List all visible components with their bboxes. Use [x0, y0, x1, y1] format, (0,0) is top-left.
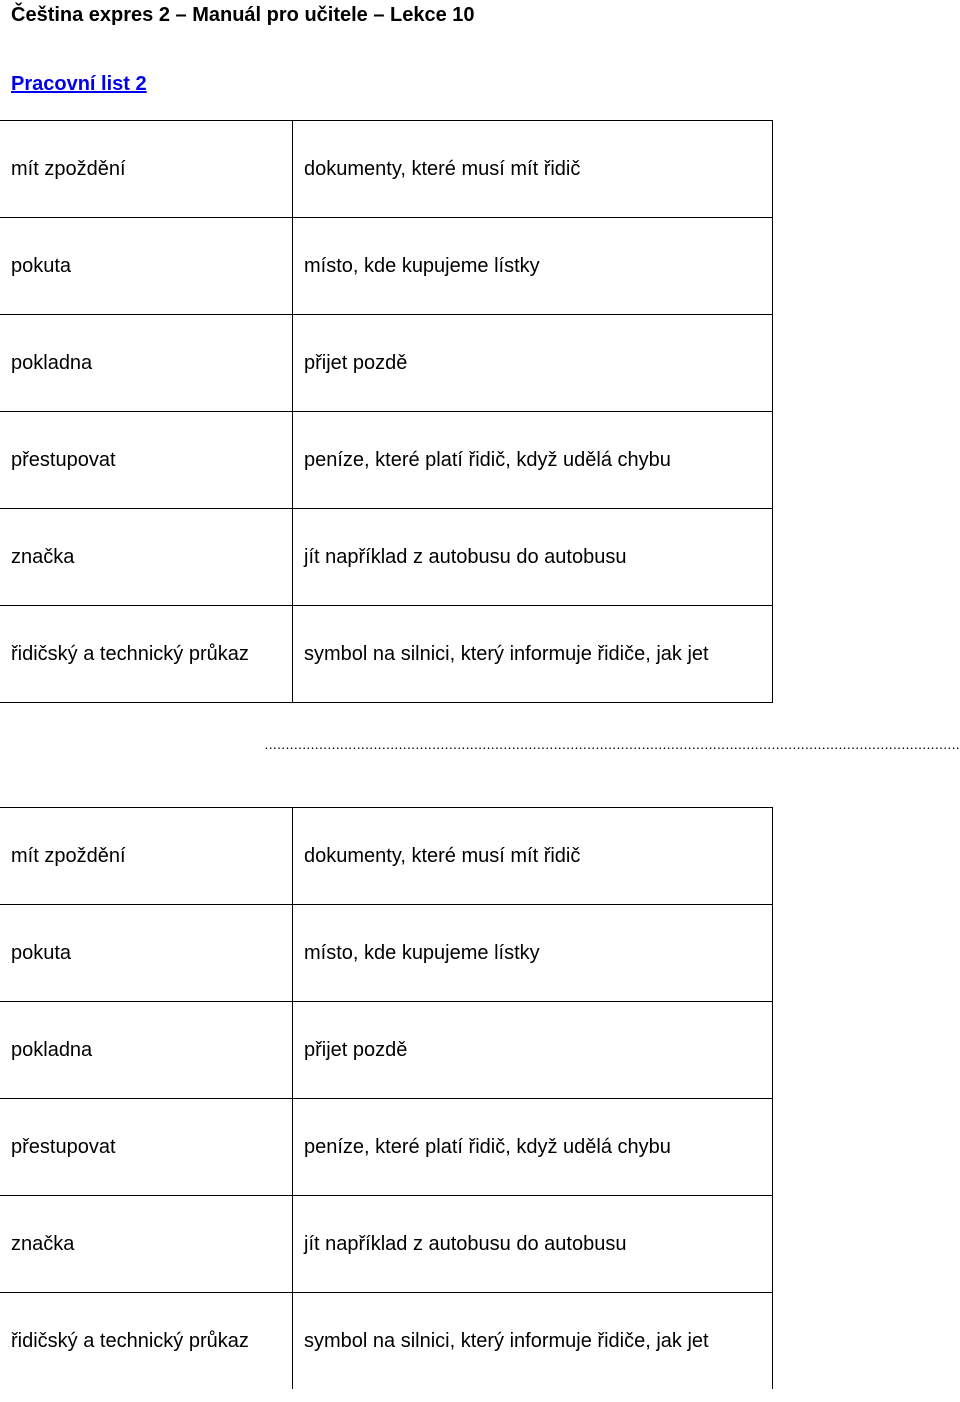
word-cell: značka	[0, 1196, 293, 1293]
worksheet-title-link[interactable]: Pracovní list 2	[11, 73, 147, 95]
definition-cell: přijet pozdě	[293, 315, 773, 412]
table-row	[0, 606, 773, 703]
word-cell: mít zpoždění	[0, 808, 293, 905]
definition-cell: místo, kde kupujeme lístky	[293, 905, 773, 1002]
word-cell: přestupovat	[0, 412, 293, 509]
table-row	[0, 1002, 773, 1099]
definition-cell: peníze, které platí řidič, když udělá chybu	[293, 1099, 773, 1196]
vocabulary-matching-table	[0, 807, 773, 1389]
document-header: Čeština expres 2 – Manuál pro učitele – Lekce 10	[11, 4, 475, 26]
word-cell: mít zpoždění	[0, 121, 293, 218]
vocabulary-matching-table	[0, 120, 773, 703]
table-row	[0, 905, 773, 1002]
table-row	[0, 1293, 773, 1390]
word-cell: přestupovat	[0, 1099, 293, 1196]
definition-cell: místo, kde kupujeme lístky	[293, 218, 773, 315]
word-cell: pokuta	[0, 905, 293, 1002]
word-cell: řidičský a technický průkaz	[0, 606, 293, 703]
word-cell: řidičský a technický průkaz	[0, 1293, 293, 1390]
definition-cell: dokumenty, které musí mít řidič	[293, 808, 773, 905]
table-row	[0, 412, 773, 509]
definition-cell: symbol na silnici, který informuje řidiče, jak jet	[293, 1293, 773, 1390]
table-row	[0, 218, 773, 315]
table-row	[0, 121, 773, 218]
table-row	[0, 509, 773, 606]
definition-cell: jít například z autobusu do autobusu	[293, 1196, 773, 1293]
word-cell: pokuta	[0, 218, 293, 315]
word-cell: značka	[0, 509, 293, 606]
word-cell: pokladna	[0, 315, 293, 412]
definition-cell: dokumenty, které musí mít řidič	[293, 121, 773, 218]
table-row	[0, 808, 773, 905]
cut-line-separator: ......................................................................................................................................................................	[264, 736, 960, 752]
table-row	[0, 1196, 773, 1293]
word-cell: pokladna	[0, 1002, 293, 1099]
table-row	[0, 1099, 773, 1196]
definition-cell: symbol na silnici, který informuje řidiče, jak jet	[293, 606, 773, 703]
definition-cell: přijet pozdě	[293, 1002, 773, 1099]
definition-cell: peníze, které platí řidič, když udělá chybu	[293, 412, 773, 509]
table-row	[0, 315, 773, 412]
definition-cell: jít například z autobusu do autobusu	[293, 509, 773, 606]
